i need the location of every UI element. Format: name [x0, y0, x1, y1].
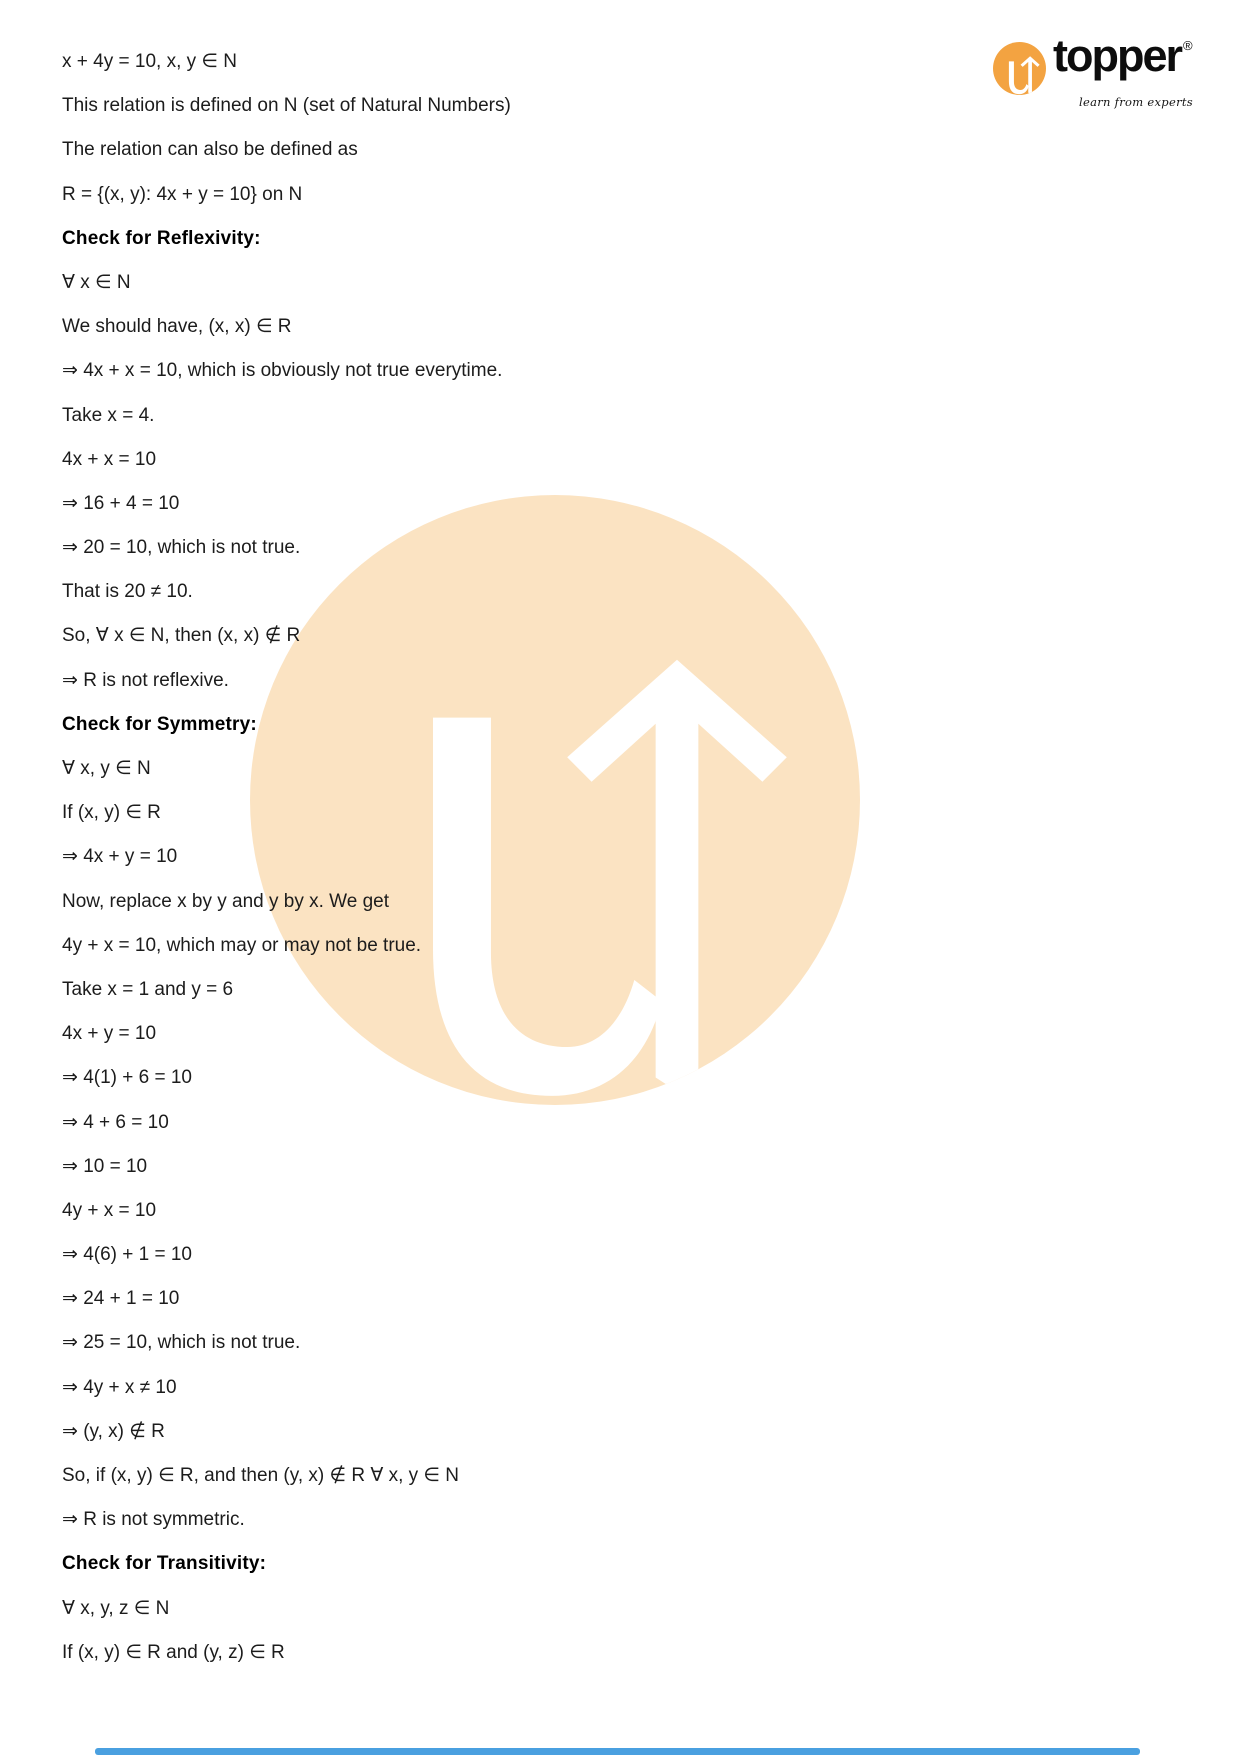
- section-heading: Check for Reflexivity:: [62, 227, 261, 249]
- text-line: ⇒ R is not symmetric.: [62, 1509, 245, 1531]
- text-line: We should have, (x, x) ∈ R: [62, 316, 292, 338]
- text-line: ⇒ 4(6) + 1 = 10: [62, 1244, 192, 1266]
- text-line: ⇒ 16 + 4 = 10: [62, 492, 180, 514]
- text-line: ⇒ 10 = 10: [62, 1155, 148, 1177]
- text-line: 4y + x = 10: [62, 1199, 157, 1221]
- text-line: Take x = 4.: [62, 404, 155, 426]
- text-line: ⇒ 4(1) + 6 = 10: [62, 1067, 192, 1089]
- text-line: Now, replace x by y and y by x. We get: [62, 890, 390, 912]
- text-line: If (x, y) ∈ R and (y, z) ∈ R: [62, 1641, 285, 1663]
- text-line: Take x = 1 and y = 6: [62, 978, 234, 1000]
- content-lines: [62, 40, 1210, 1675]
- registered-trademark-symbol: ®: [1183, 38, 1193, 53]
- text-line: This relation is defined on N (set of Natural Numbers): [62, 95, 511, 117]
- text-line: So, if (x, y) ∈ R, and then (y, x) ∉ R ∀ x, y ∈ N: [62, 1465, 459, 1486]
- text-line: ⇒ 4x + x = 10, which is obviously not true everytime.: [62, 360, 503, 382]
- text-line: ⇒ 20 = 10, which is not true.: [62, 537, 301, 559]
- brand-wordmark: topper: [1053, 30, 1181, 81]
- text-line: ⇒ 4 + 6 = 10: [62, 1111, 169, 1133]
- text-line: ∀ x, y ∈ N: [62, 758, 151, 779]
- text-line: 4x + x = 10: [62, 448, 157, 470]
- text-line: ⇒ R is not reflexive.: [62, 669, 229, 691]
- text-line: R = {(x, y): 4x + y = 10} on N: [62, 183, 303, 205]
- text-line: So, ∀ x ∈ N, then (x, x) ∉ R: [62, 625, 301, 647]
- footer-accent-bar: [95, 1748, 1140, 1755]
- logo-u-up-arrow-icon: [993, 42, 1046, 95]
- text-line: ∀ x ∈ N: [62, 271, 131, 293]
- text-line: 4x + y = 10: [62, 1023, 157, 1045]
- text-line: ⇒ 4x + y = 10: [62, 846, 178, 868]
- section-heading: Check for Symmetry:: [62, 713, 257, 735]
- text-line: 4y + x = 10, which may or may not be true.: [62, 934, 422, 956]
- text-line: If (x, y) ∈ R: [62, 802, 161, 824]
- text-line: ⇒ 24 + 1 = 10: [62, 1288, 180, 1310]
- text-line: ∀ x, y, z ∈ N: [62, 1597, 170, 1619]
- text-line: ⇒ 4y + x ≠ 10: [62, 1376, 177, 1398]
- logo-circle: [993, 42, 1046, 95]
- text-line: That is 20 ≠ 10.: [62, 581, 193, 603]
- text-line: ⇒ 25 = 10, which is not true.: [62, 1332, 301, 1354]
- brand-tagline: learn from experts: [1078, 95, 1193, 109]
- text-line: x + 4y = 10, x, y ∈ N: [62, 51, 237, 72]
- text-line: The relation can also be defined as: [62, 139, 358, 161]
- text-line: ⇒ (y, x) ∉ R: [62, 1420, 165, 1442]
- brand-logo: [993, 30, 1203, 118]
- section-heading: Check for Transitivity:: [62, 1553, 267, 1575]
